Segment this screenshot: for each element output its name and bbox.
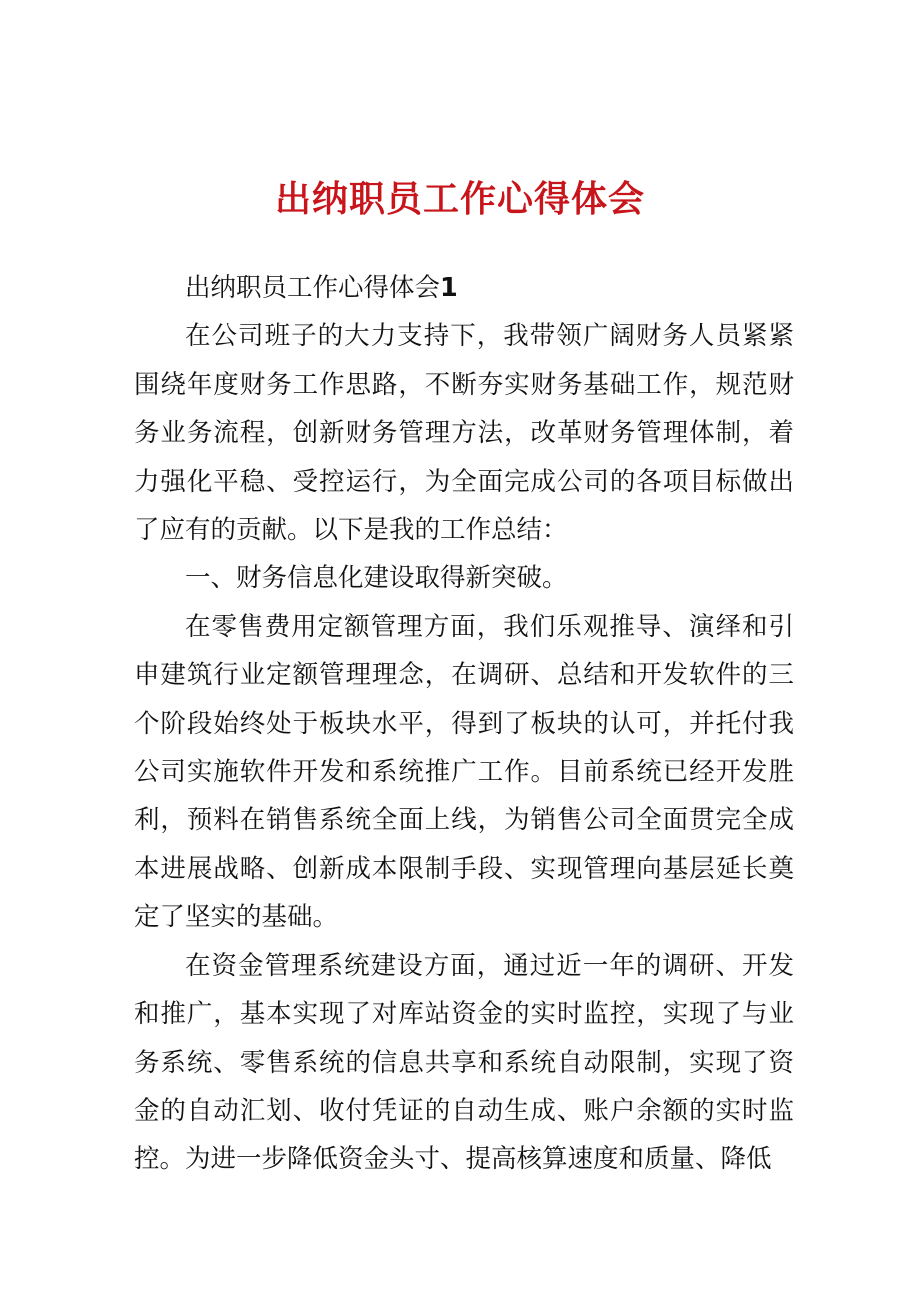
section-subtitle (134, 264, 794, 312)
paragraph-fund-management: 在资金管理系统建设方面，通过近一年的调研、开发和推广，基本实现了对库站资金的实时监控，实现了与业务系统、零售系统的信息共享和系统自动限制，实现了资金的自动汇划、收付凭证的自动生成、账户余额的实时监控。为进一步降低资金头寸、提高核算速度和质量、降低 (134, 950, 794, 1175)
subtitle-number: 1 (440, 273, 458, 303)
section-heading-1: 一、财务信息化建设取得新突破。 (185, 563, 568, 594)
paragraph-intro: 在公司班子的大力支持下，我带领广阔财务人员紧紧围绕年度财务工作思路，不断夯实财务基础工作，规范财务业务流程，创新财务管理方法，改革财务管理体制，着力强化平稳、受控运行，为全面完成公司的各项目标做出了应有的贡献。以下是我的工作总结： (134, 321, 794, 546)
paragraph-retail-fee: 在零售费用定额管理方面，我们乐观推导、演绎和引申建筑行业定额管理理念，在调研、总结和开发软件的三个阶段始终处于板块水平，得到了板块的认可，并托付我公司实施软件开发和系统推广工作。目前系统已经开发胜利，预料在销售系统全面上线，为销售公司全面贯完全成本进展战略、创新成本限制手段、实现管理向基层延长奠定了坚实的基础。 (134, 611, 794, 933)
document-title: 出纳职员工作心得体会 (274, 178, 645, 221)
document-body (134, 264, 794, 1184)
subtitle-text: 出纳职员工作心得体会 (185, 273, 441, 303)
